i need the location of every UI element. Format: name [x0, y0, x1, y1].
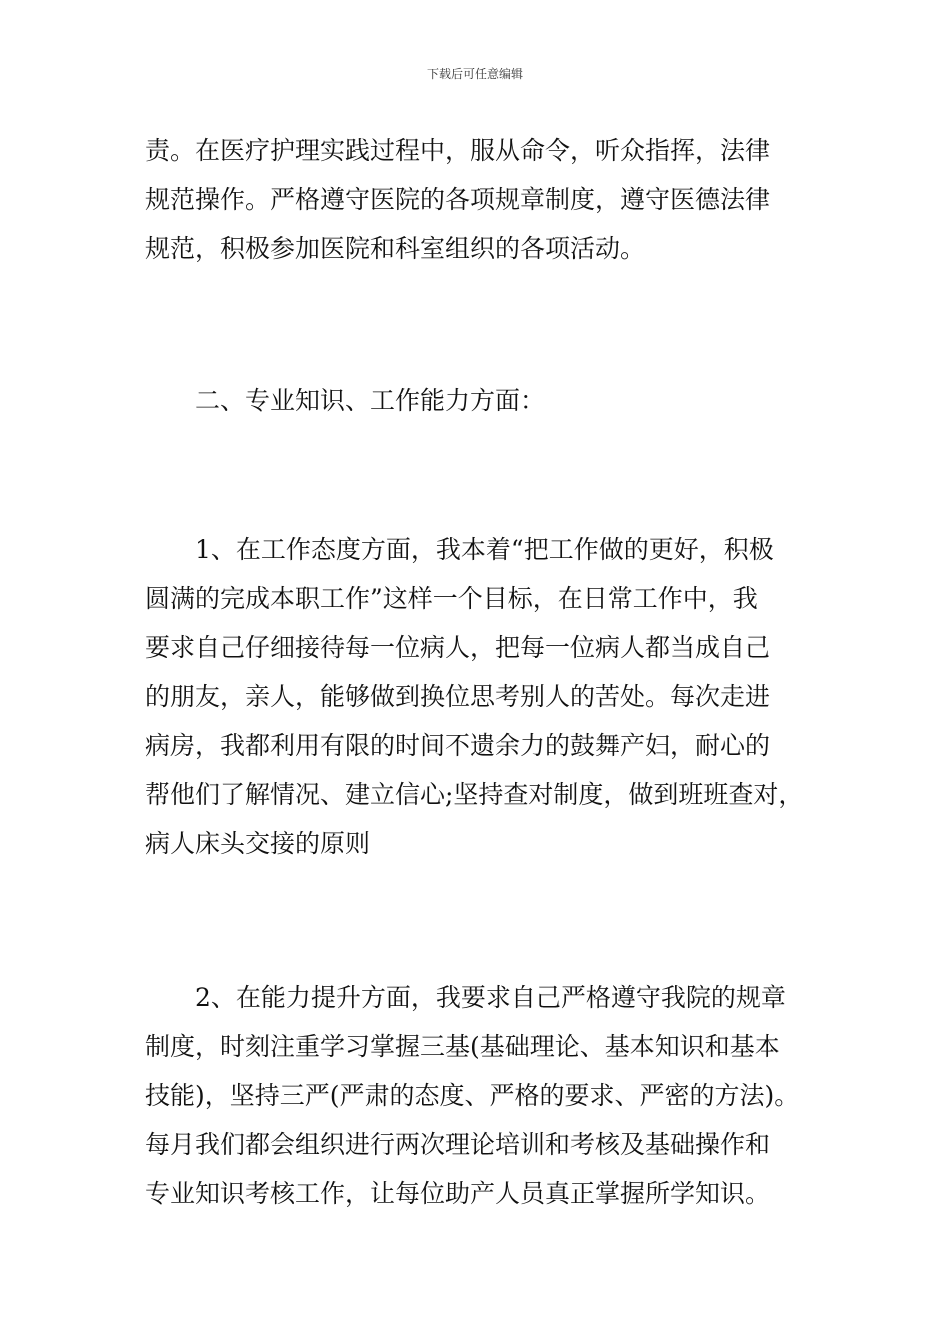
- text-line: 责。在医疗护理实践过程中，服从命令，听众指挥，法律: [145, 136, 771, 165]
- text-line: 病房，我都利用有限的时间不遗余力的鼓舞产妇，耐心的: [145, 731, 771, 760]
- text-line: 专业知识考核工作，让每位助产人员真正掌握所学知识。: [145, 1179, 771, 1208]
- text-line: 帮他们了解情况、建立信心;坚持查对制度，做到班班查对，: [145, 780, 804, 809]
- paragraph-continuation: [145, 126, 815, 273]
- text-line: 要求自己仔细接待每一位病人，把每一位病人都当成自己: [145, 633, 771, 662]
- text-line: 技能)，坚持三严(严肃的态度、严格的要求、严密的方法)。: [145, 1081, 800, 1110]
- text-line: 1、在工作态度方面，我本着“把工作做的更好，积极: [195, 535, 774, 564]
- section-heading: [145, 376, 815, 425]
- text-line: 2、在能力提升方面，我要求自己严格遵守我院的规章: [195, 983, 786, 1012]
- text-line: 的朋友，亲人，能够做到换位思考别人的苦处。每次走进: [145, 682, 771, 711]
- page-header: 下载后可任意编辑: [426, 67, 523, 81]
- paragraph-work-attitude: [145, 525, 815, 868]
- text-line: 每月我们都会组织进行两次理论培训和考核及基础操作和: [145, 1130, 771, 1159]
- text-line: 病人床头交接的原则: [145, 829, 371, 858]
- text-line: 制度，时刻注重学习掌握三基(基础理论、基本知识和基本: [145, 1032, 780, 1061]
- section-heading-text: 二、专业知识、工作能力方面：: [195, 386, 546, 415]
- paragraph-ability-improvement: [145, 973, 815, 1218]
- text-line: 规范，积极参加医院和科室组织的各项活动。: [145, 234, 646, 263]
- text-line: 圆满的完成本职工作”这样一个目标，在日常工作中，我: [145, 584, 758, 613]
- text-line: 规范操作。严格遵守医院的各项规章制度，遵守医德法律: [145, 185, 771, 214]
